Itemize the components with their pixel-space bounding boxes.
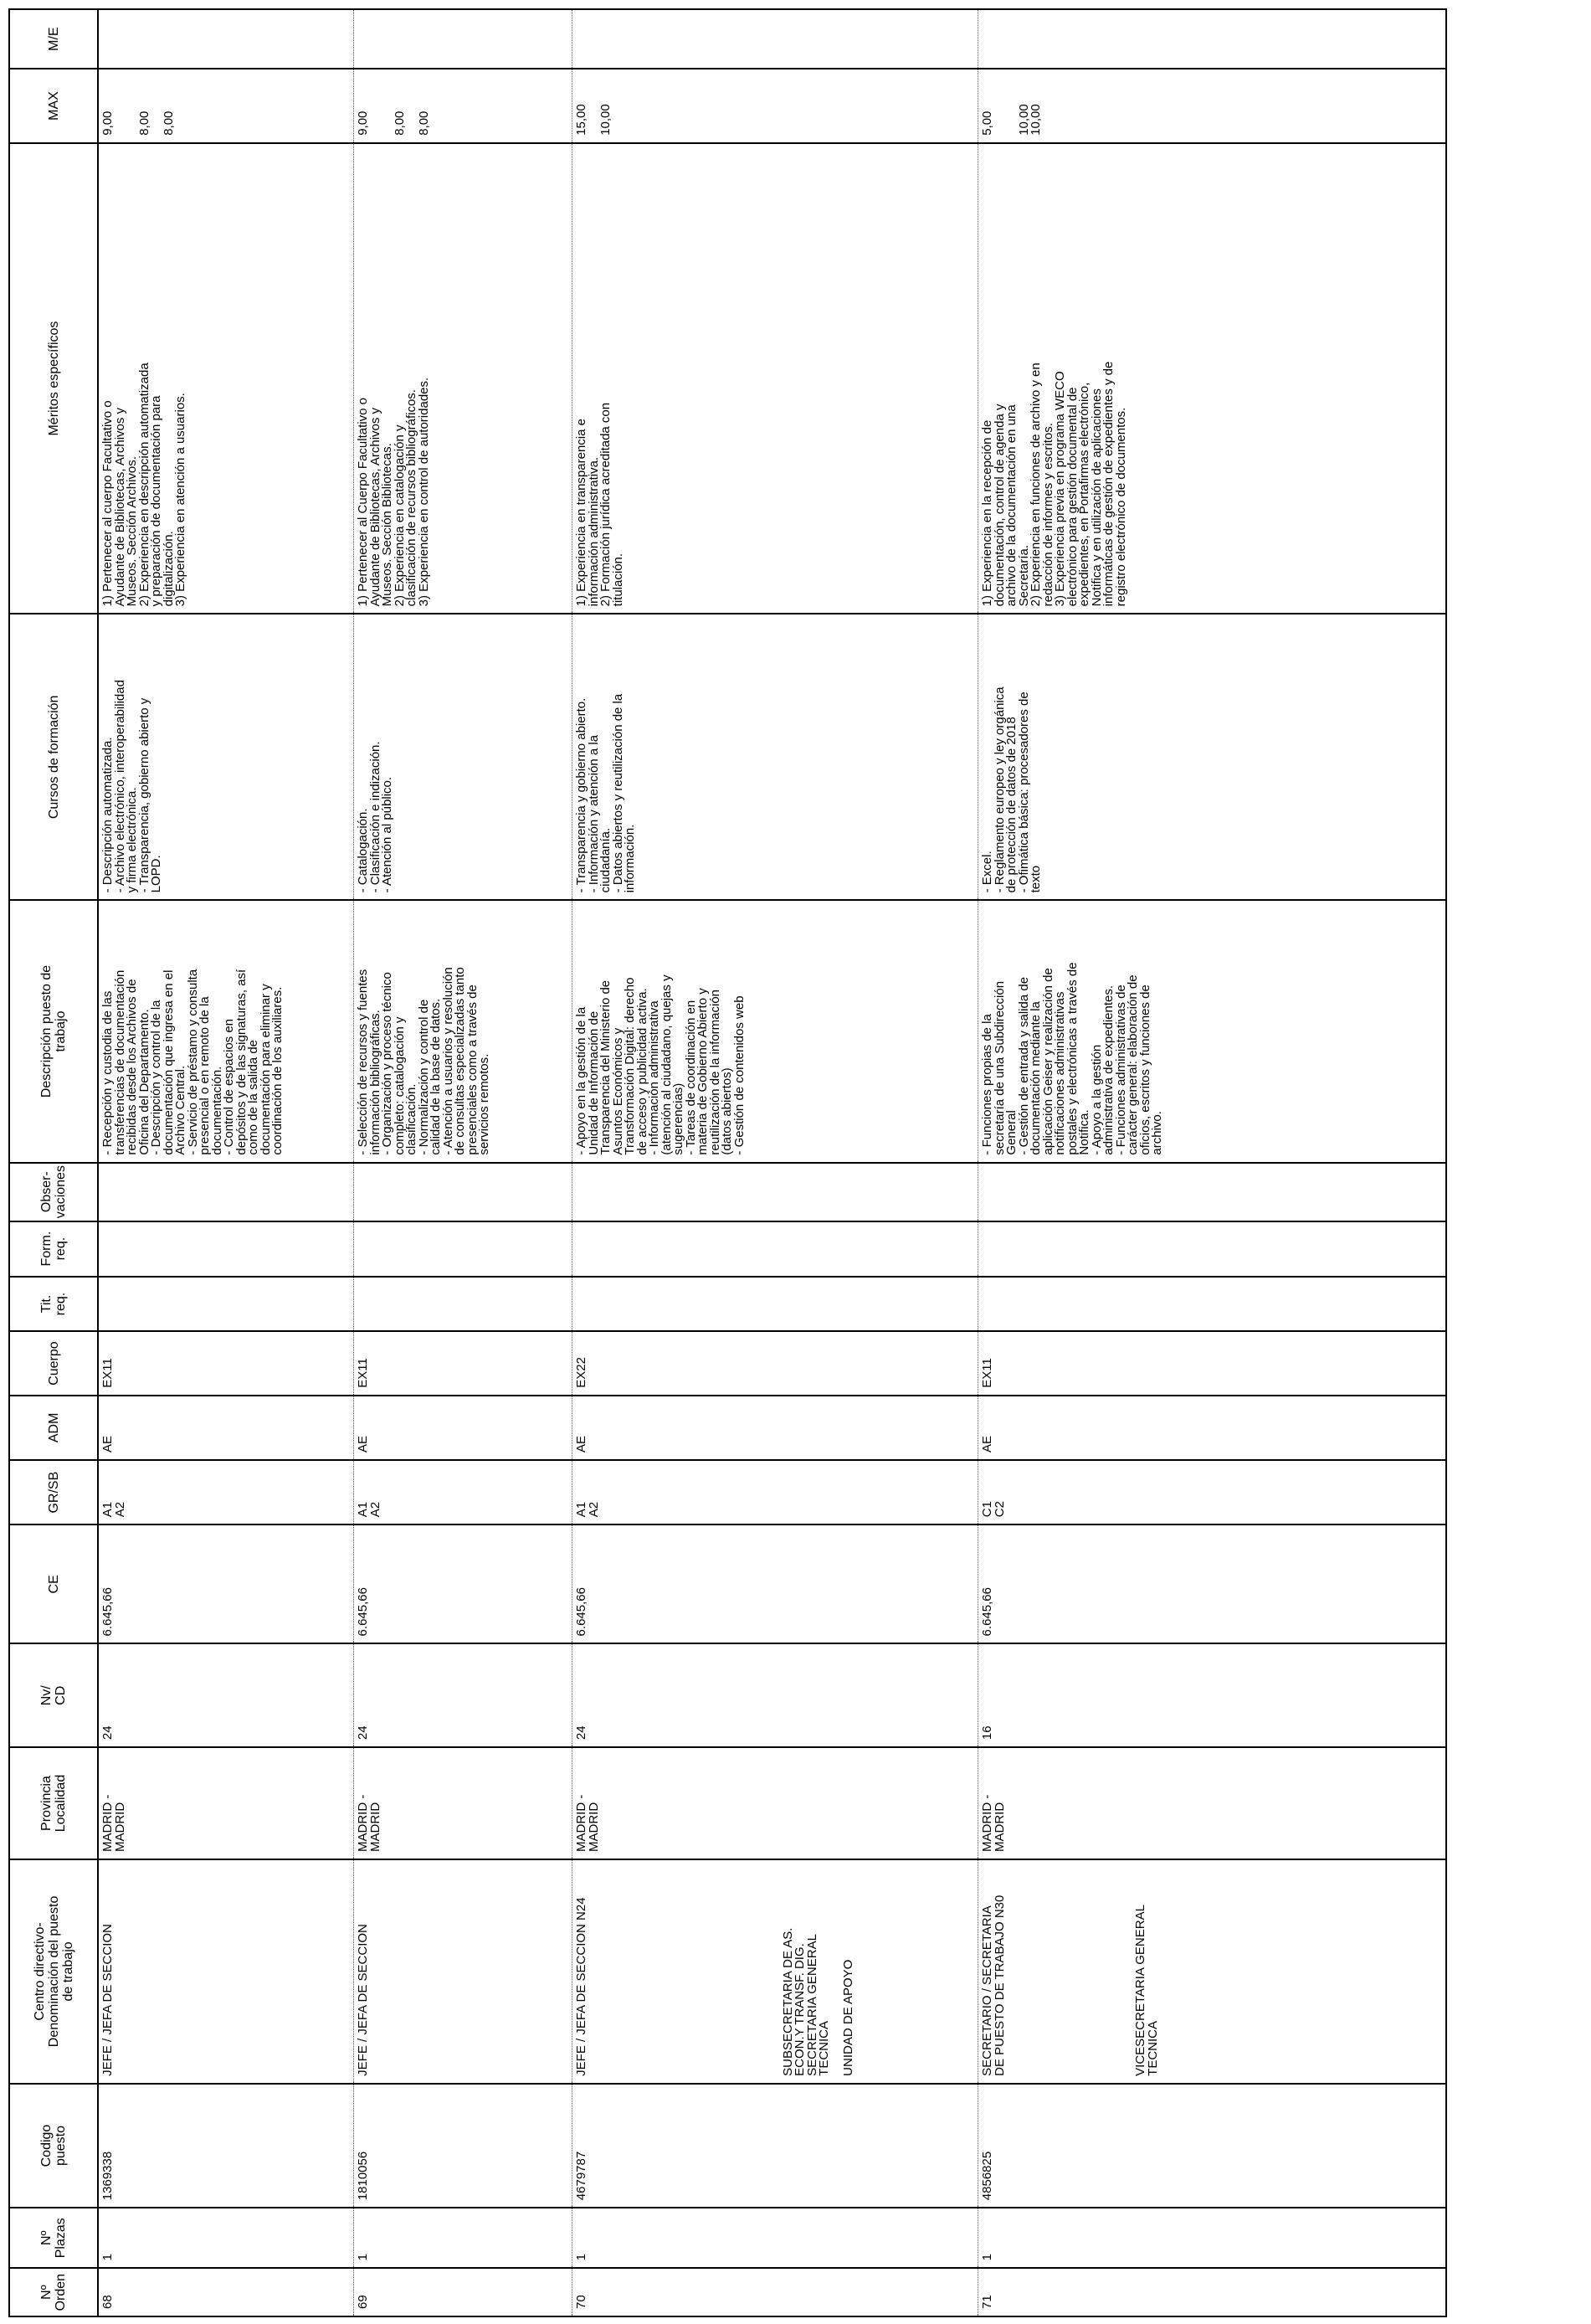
cell-meritos: 1) Pertenecer al Cuerpo Facultativo o Ayudante de Bibliotecas, Archivos y Museos. Sección Bibliotecas. 2) Experiencia en catalogación y clasificación de recursos bibliográficos. 3) Experiencia en control de autoridades. (354, 143, 572, 614)
cell-centro: JEFE / JEFA DE SECCION (98, 1859, 354, 2084)
header-provincia: Provincia Localidad (9, 1747, 98, 1859)
cell-ce: 6.645,66 (572, 1524, 978, 1643)
cell-grupo: A1 A2 (98, 1460, 354, 1524)
cell-grupo: C1 C2 (978, 1460, 1447, 1524)
cell-adm: AE (978, 1396, 1447, 1460)
cell-codigo: 1810056 (354, 2084, 572, 2208)
cell-cuerpo: EX11 (354, 1332, 572, 1396)
header-formacion: Form. req. (9, 1221, 98, 1277)
centro-vicesecretaria: VICESECRETARIA GENERAL TECNICA (1133, 1905, 1160, 2076)
cell-observaciones (572, 1163, 978, 1221)
max-value: 5,00 (980, 111, 994, 136)
cell-orden: 69 (354, 2268, 572, 2316)
header-ce: CE (9, 1524, 98, 1643)
header-me: M/E (9, 9, 98, 69)
header-cuerpo: Cuerpo (9, 1332, 98, 1396)
cell-nivel: 16 (978, 1643, 1447, 1747)
cell-descripcion: - Selección de recursos y fuentes información bibliográficas. - Organización y proceso técnico completo: catalogación y clasificación. - Normalización y control de calidad de la base de datos. - Atención a usuarios y resolución de consultas especializadas tanto presenciales como a través de servicios remotos. (354, 900, 572, 1162)
table-row (572, 9, 978, 2316)
header-observaciones: Obser- vaciones (9, 1163, 98, 1221)
cell-cursos: - Catalogación. - Clasificación e indización. - Atención al público. (354, 614, 572, 900)
table-row (98, 9, 354, 2316)
cell-me (354, 9, 572, 69)
cell-codigo: 4856825 (978, 2084, 1447, 2208)
job-positions-table (8, 8, 1447, 2317)
centro-position: SECRETARIO / SECRETARIA DE PUESTO DE TRABAJO N30 (980, 1895, 1007, 2076)
centro-position: JEFE / JEFA DE SECCION N24 (574, 1897, 588, 2076)
centro-directivo: SUBSECRETARIA DE AS. ECON.Y TRANSF. DIG. SECRETARIA GENERAL TECNICA (780, 1927, 831, 2076)
cell-observaciones (978, 1163, 1447, 1221)
cell-descripcion: - Apoyo en la gestión de la Unidad de Información de Transparencia del Ministerio de Asuntos Económicos y Transformación Digital: derecho de acceso y publicidad activa. - Información administrativa (atención al ciudadano, quejas y sugerencias) - Tareas de coordinación en materia de Gobierno Abierto y reutilización de la información (datos abiertos) - Gestión de contenidos web (572, 900, 978, 1162)
cell-max (978, 69, 1447, 143)
cell-formacion (98, 1221, 354, 1277)
max-value: 8,00 (392, 111, 407, 136)
cell-nivel: 24 (572, 1643, 978, 1747)
max-value: 8,00 (416, 111, 431, 136)
header-codigo: Codigo puesto (9, 2084, 98, 2208)
cell-adm: AE (354, 1396, 572, 1460)
cell-orden: 70 (572, 2268, 978, 2316)
cell-meritos: 1) Experiencia en la recepción de documentación, control de agenda y archivo de la documentación en una Secretaría. 2) Experiencia en funciones de archivo y en redacción de informes y escritos. 3) Experiencia previa en programa WECO electrónico para gestión documental de expedientes, en Portafirmas electrónico, Notifica y en utilización de aplicaciones informáticas de gestión de expedientes y de registro electrónico de documentos. (978, 143, 1447, 614)
cell-formacion (354, 1221, 572, 1277)
max-value: 8,00 (161, 111, 176, 136)
cell-me (98, 9, 354, 69)
cell-grupo: A1 A2 (572, 1460, 978, 1524)
cell-cursos: - Excel. - Reglamento europeo y ley orgánica de protección de datos de 2018 - Ofimática básica: procesadores de texto (978, 614, 1447, 900)
cell-observaciones (98, 1163, 354, 1221)
cell-cuerpo: EX22 (572, 1332, 978, 1396)
cell-grupo: A1 A2 (354, 1460, 572, 1524)
cell-max (98, 69, 354, 143)
cell-codigo: 1369338 (98, 2084, 354, 2208)
cell-cursos: - Descripción automatizada. - Archivo electrónico, interoperabilidad y firma electrónica. - Transparencia, gobierno abierto y LOPD. (98, 614, 354, 900)
cell-cuerpo: EX11 (98, 1332, 354, 1396)
max-value: 10,00 (598, 104, 613, 136)
header-centro: Centro directivo- Denominación del puesto de trabajo (9, 1859, 98, 2084)
cell-nivel: 24 (354, 1643, 572, 1747)
cell-nivel: 24 (98, 1643, 354, 1747)
cell-plazas: 1 (572, 2208, 978, 2268)
cell-orden: 71 (978, 2268, 1447, 2316)
cell-ce: 6.645,66 (98, 1524, 354, 1643)
cell-plazas: 1 (354, 2208, 572, 2268)
cell-meritos: 1) Pertenecer al cuerpo Facultativo o Ayudante de Bibliotecas, Archivos y Museos. Sección Archivos. 2) Experiencia en descripción automatizada y preparación de documentación para digitalización. 3) Experiencia en atención a usuarios. (98, 143, 354, 614)
header-plazas: Nº Plazas (9, 2208, 98, 2268)
cell-cuerpo: EX11 (978, 1332, 1447, 1396)
cell-max (572, 69, 978, 143)
header-descripcion: Descripción puesto de trabajo (9, 900, 98, 1162)
cell-adm: AE (572, 1396, 978, 1460)
cell-adm: AE (98, 1396, 354, 1460)
max-value (370, 75, 382, 136)
cell-centro (978, 1859, 1447, 2084)
header-titulacion: Tit. req. (9, 1277, 98, 1332)
header-cursos: Cursos de formación (9, 614, 98, 900)
cell-codigo: 4679787 (572, 2084, 978, 2208)
cell-ce: 6.645,66 (354, 1524, 572, 1643)
max-value: 9,00 (356, 111, 370, 136)
header-max: MAX (9, 69, 98, 143)
cell-meritos: 1) Experiencia en transparencia e información administrativa. 2) Formación jurídica acreditada con titulación. (572, 143, 978, 614)
centro-unidad: UNIDAD DE APOYO (840, 1959, 855, 2076)
cell-me (978, 9, 1447, 69)
cell-centro (572, 1859, 978, 2084)
cell-provincia: MADRID - MADRID (354, 1747, 572, 1859)
table-row (978, 9, 1447, 2316)
max-value: 15,00 (574, 104, 588, 136)
header-meritos: Méritos específicos (9, 143, 98, 614)
max-value: 10,00 (1016, 104, 1031, 136)
cell-titulacion (978, 1277, 1447, 1332)
cell-provincia: MADRID - MADRID (98, 1747, 354, 1859)
cell-titulacion (354, 1277, 572, 1332)
max-value (115, 75, 127, 136)
cell-formacion (572, 1221, 978, 1277)
cell-plazas: 1 (978, 2208, 1447, 2268)
cell-centro: JEFE / JEFA DE SECCION (354, 1859, 572, 2084)
cell-cursos: - Transparencia y gobierno abierto. - Información y atención a la ciudadanía. - Datos abiertos y reutilización de la información. (572, 614, 978, 900)
cell-observaciones (354, 1163, 572, 1221)
cell-descripcion: - Funciones propias de la secretaría de una Subdirección General - Gestión de entrada y salida de documentación mediante la aplicación Geiser y realización de notificaciones administrativas postales y electrónicas a través de Notifica. - Apoyo a la gestión administrativa de expedientes. - Funciones administrativas de carácter general: elaboración de oficios, escritos y funciones de archivo. (978, 900, 1447, 1162)
header-row (9, 9, 98, 2316)
header-grupo: GR/SB (9, 1460, 98, 1524)
max-value: 10,00 (1029, 104, 1043, 136)
cell-ce: 6.645,66 (978, 1524, 1447, 1643)
cell-me (572, 9, 978, 69)
cell-formacion (978, 1221, 1447, 1277)
cell-descripcion: - Recepción y custodia de las transferencias de documentación recibidas desde los Archivos de Oficina del Departamento. - Descripción y control de la documentación que ingresa en el Archivo Central. - Servicio de préstamo y consulta presencial o en remoto de la documentación. - Control de espacios en depósitos y de las signaturas, así como de la salida de documentación para eliminar y coordinación de los auxiliares. (98, 900, 354, 1162)
table-row (354, 9, 572, 2316)
cell-provincia: MADRID - MADRID (978, 1747, 1447, 1859)
max-value: 9,00 (100, 111, 115, 136)
header-adm: ADM (9, 1396, 98, 1460)
header-orden: Nº Orden (9, 2268, 98, 2316)
max-value: 8,00 (136, 111, 151, 136)
cell-titulacion (572, 1277, 978, 1332)
cell-titulacion (98, 1277, 354, 1332)
cell-provincia: MADRID - MADRID (572, 1747, 978, 1859)
cell-max (354, 69, 572, 143)
header-nivel: Nv/ CD (9, 1643, 98, 1747)
cell-orden: 68 (98, 2268, 354, 2316)
cell-plazas: 1 (98, 2208, 354, 2268)
max-value (994, 75, 1007, 136)
